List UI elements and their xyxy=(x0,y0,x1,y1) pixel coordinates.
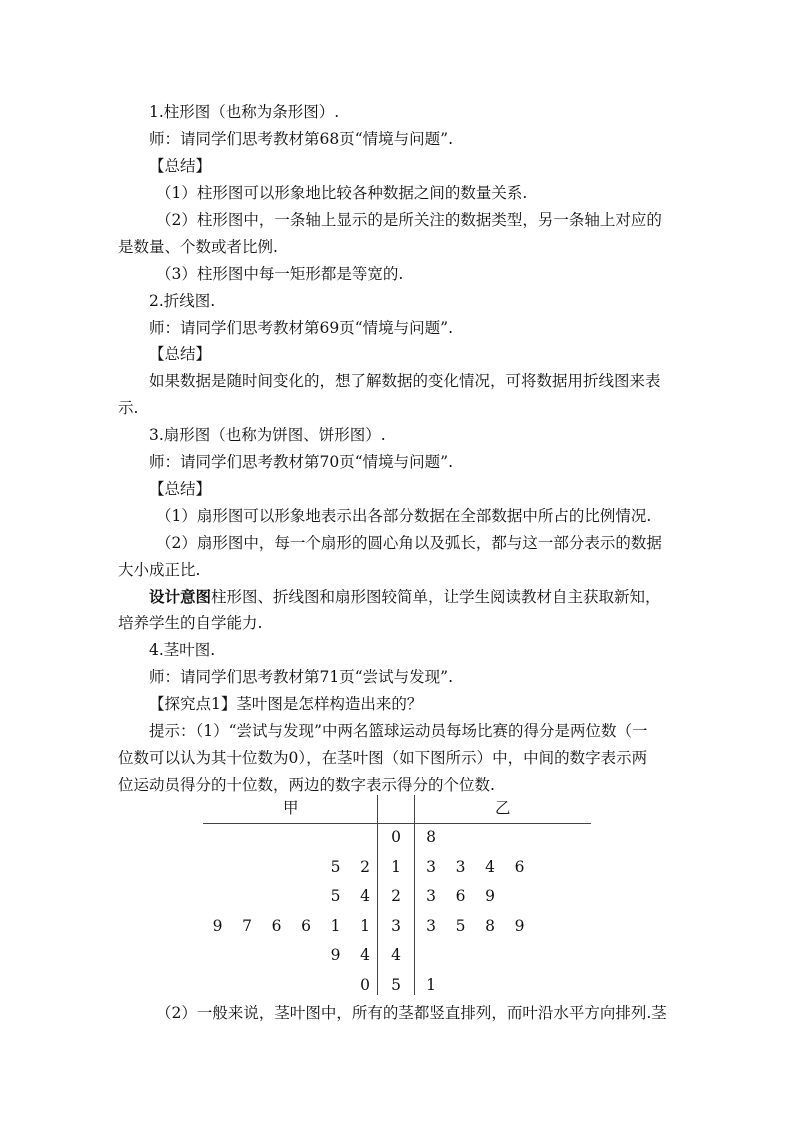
paragraph: 如果数据是随时间变化的，想了解数据的变化情况，可将数据用折线图来表 xyxy=(149,372,661,390)
design-intent: 设计意图柱形图、折线图和扇形图较简单，让学生阅读教材自主获取新知， xyxy=(149,587,661,606)
stem-2: 2 xyxy=(391,887,401,905)
right-leaf: 5 xyxy=(455,916,466,935)
stem-leaf-plot xyxy=(203,795,598,995)
left-leaf: 4 xyxy=(360,946,370,964)
right-leaf: 4 xyxy=(485,857,495,876)
left-leaf: 1 xyxy=(360,916,370,935)
summary-label: 【总结】 xyxy=(149,480,212,498)
heading-pie-chart: 3.扇形图（也称为饼图、饼形图）. xyxy=(149,426,386,444)
paragraph: （1）柱形图可以形象地比较各种数据之间的数量关系. xyxy=(156,184,528,202)
right-leaf: 8 xyxy=(485,916,495,935)
left-leaf: 0 xyxy=(360,975,370,994)
right-leaf: 1 xyxy=(426,975,436,994)
paragraph: 位运动员得分的十位数，两边的数字表示得分的个位数. xyxy=(118,776,495,794)
header-divider xyxy=(203,823,591,824)
heading-stem-leaf: 4.茎叶图. xyxy=(149,641,216,659)
stem-4: 4 xyxy=(391,946,401,964)
stem-divider-right xyxy=(414,795,415,995)
stem-divider-left xyxy=(377,795,378,995)
exploration-point: 【探究点1】茎叶图是怎样构造出来的？ xyxy=(149,695,423,713)
paragraph: 示. xyxy=(118,399,139,417)
left-leaf: 9 xyxy=(212,916,223,935)
paragraph: 师：请同学们思考教材第69页“情境与问题”. xyxy=(149,319,453,337)
left-leaf: 4 xyxy=(360,887,370,905)
stem-3: 3 xyxy=(391,916,401,935)
paragraph: 提示：（1）“尝试与发现”中两名篮球运动员每场比赛的得分是两位数（一 xyxy=(149,722,648,740)
left-leaf: 6 xyxy=(271,916,282,935)
paragraph: （3）柱形图中每一矩形都是等宽的. xyxy=(156,265,404,283)
left-leaf: 7 xyxy=(242,916,252,935)
paragraph: 师：请同学们思考教材第70页“情境与问题”. xyxy=(149,453,453,471)
paragraph: 大小成正比. xyxy=(118,561,201,579)
left-leaf: 2 xyxy=(360,857,370,876)
left-leaf: 5 xyxy=(330,857,341,876)
right-leaf: 6 xyxy=(514,857,525,876)
left-leaf: 9 xyxy=(330,946,341,964)
left-leaf: 5 xyxy=(330,887,341,905)
stem-1: 1 xyxy=(391,857,401,876)
summary-label: 【总结】 xyxy=(149,157,212,175)
right-player-label: 乙 xyxy=(495,799,511,817)
right-leaf: 6 xyxy=(455,887,466,905)
left-leaf: 1 xyxy=(330,916,341,935)
right-leaf: 3 xyxy=(426,916,436,935)
left-player-label: 甲 xyxy=(283,799,299,817)
paragraph: 位数可以认为其十位数为0），在茎叶图（如下图所示）中，中间的数字表示两 xyxy=(118,749,648,767)
paragraph: （2）柱形图中，一条轴上显示的是所关注的数据类型，另一条轴上对应的 xyxy=(156,211,662,229)
heading-line-chart: 2.折线图. xyxy=(149,292,216,310)
paragraph: （2）扇形图中，每一个扇形的圆心角以及弧长，都与这一部分表示的数据 xyxy=(156,534,662,552)
paragraph: （1）扇形图可以形象地表示出各部分数据在全部数据中所占的比例情况. xyxy=(156,507,652,525)
stem-0: 0 xyxy=(391,828,401,846)
stem-5: 5 xyxy=(391,975,401,994)
paragraph: 师：请同学们思考教材第68页“情境与问题”. xyxy=(149,130,453,148)
right-leaf: 3 xyxy=(426,887,436,905)
paragraph: 是数量、个数或者比例. xyxy=(118,238,278,256)
paragraph: （2）一般来说，茎叶图中，所有的茎都竖直排列，而叶沿水平方向排列.茎 xyxy=(156,1004,667,1022)
right-leaf: 3 xyxy=(455,857,466,876)
paragraph: 师：请同学们思考教材第71页“尝试与发现”. xyxy=(149,668,453,686)
right-leaf: 9 xyxy=(485,887,495,905)
paragraph: 培养学生的自学能力. xyxy=(118,614,263,632)
right-leaf: 9 xyxy=(514,916,525,935)
right-leaf: 8 xyxy=(426,828,436,846)
left-leaf: 6 xyxy=(301,916,311,935)
heading-bar-chart: 1.柱形图（也称为条形图）. xyxy=(149,103,340,121)
design-intent-label: 设计意图 xyxy=(149,587,212,606)
right-leaf: 3 xyxy=(426,857,436,876)
summary-label: 【总结】 xyxy=(149,345,212,363)
